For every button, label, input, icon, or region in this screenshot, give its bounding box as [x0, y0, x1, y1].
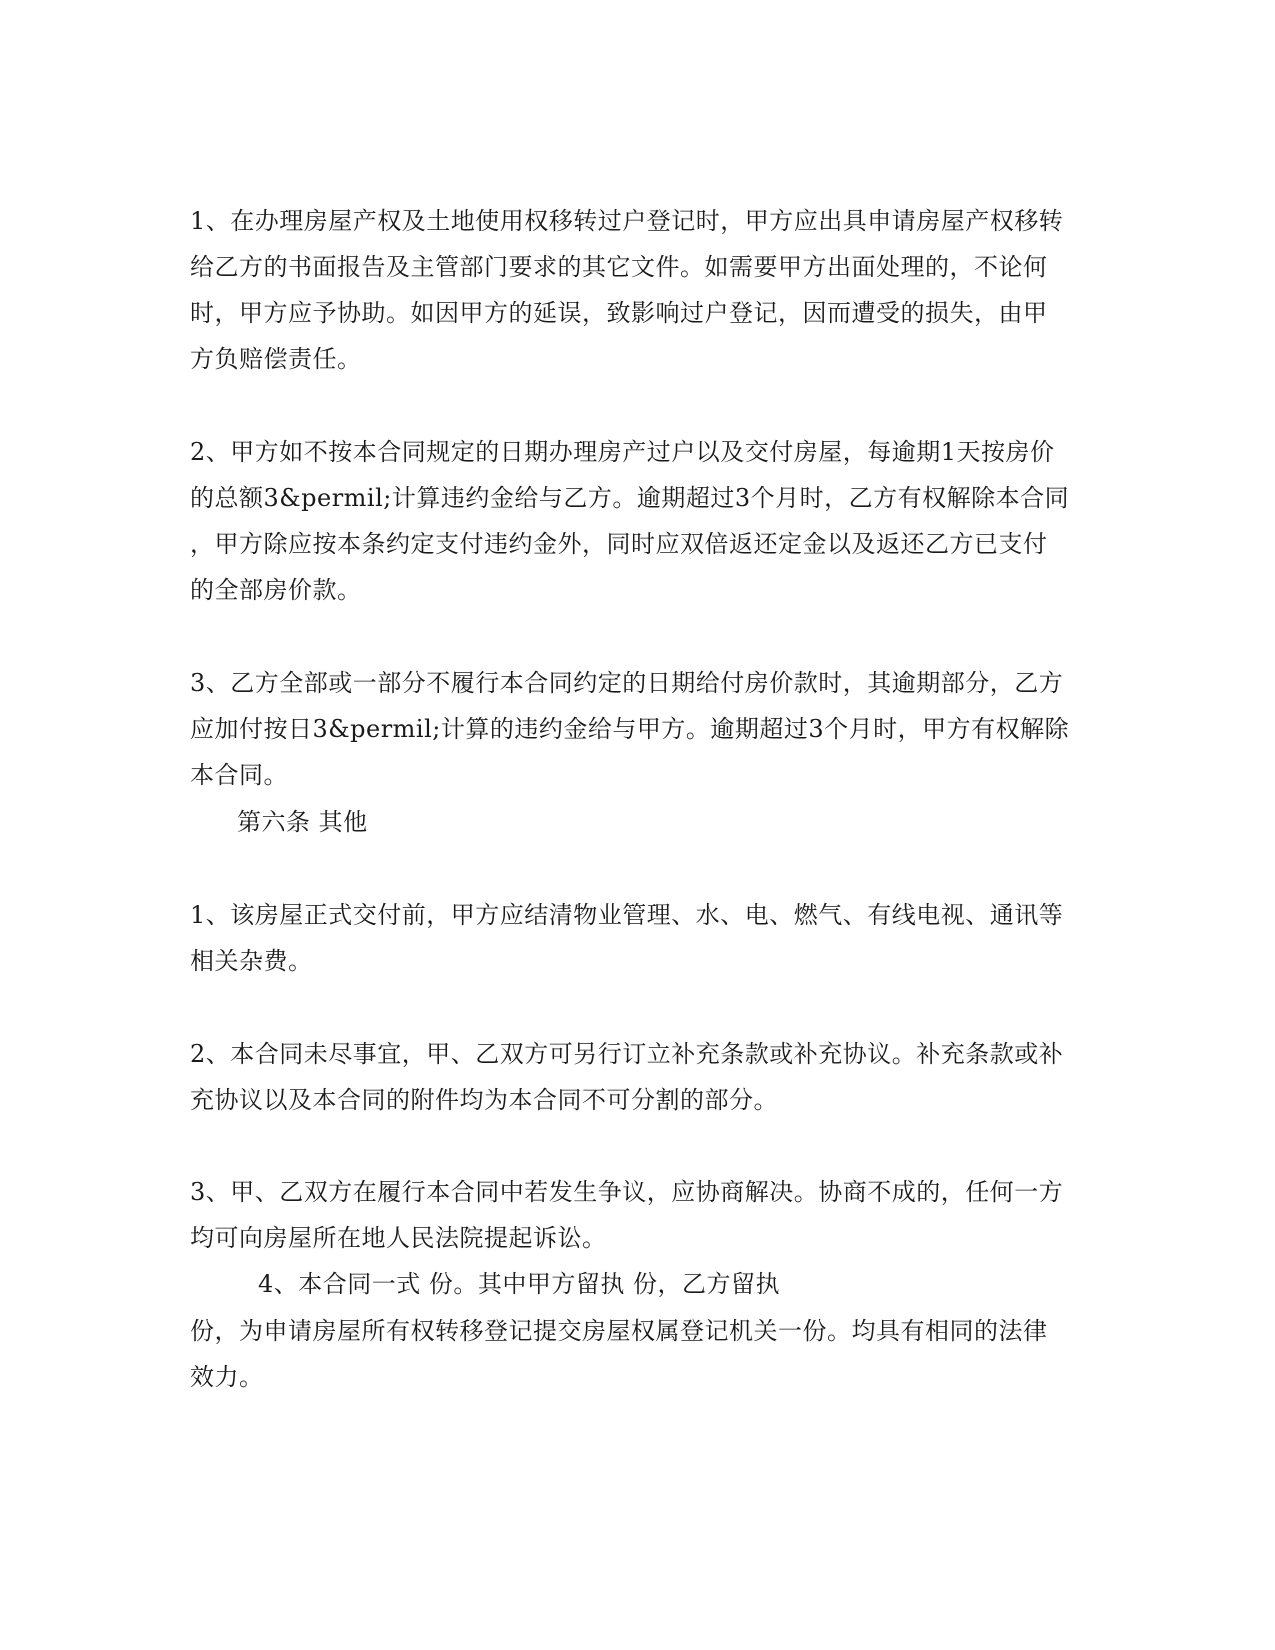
clause-5-1-line-2: 给乙方的书面报告及主管部门要求的其它文件。如需要甲方出面处理的，不论何: [190, 253, 1048, 281]
clause-5-2-line-3: ，甲方除应按本条约定支付违约金外，同时应双倍返还定金以及返还乙方已支付: [190, 530, 1048, 558]
clause-6-2-line-2: 充协议以及本合同的附件均为本合同不可分割的部分。: [190, 1086, 778, 1114]
clause-5-3-line-2: 应加付按日3&permil;计算的违约金给与甲方。逾期超过3个月时，甲方有权解除: [190, 715, 1070, 743]
clause-6-4-line-2: 份，为申请房屋所有权转移登记提交房屋权属登记机关一份。均具有相同的法律: [190, 1317, 1048, 1345]
clause-6-1-line-1: 1、该房屋正式交付前，甲方应结清物业管理、水、电、燃气、有线电视、通讯等: [190, 901, 1064, 929]
clause-6-4-line-3: 效力。: [190, 1363, 264, 1391]
clause-5-1-line-3: 时，甲方应予协助。如因甲方的延误，致影响过户登记，因而遭受的损失，由甲: [190, 299, 1048, 327]
article-6-heading: 第六条 其他: [237, 808, 368, 836]
clause-6-4-line-1: 4、本合同一式 份。其中甲方留执 份，乙方留执: [258, 1270, 781, 1298]
clause-6-3-line-2: 均可向房屋所在地人民法院提起诉讼。: [190, 1224, 607, 1252]
clause-5-3-line-3: 本合同。: [190, 761, 288, 789]
clause-5-2-line-4: 的全部房价款。: [190, 576, 362, 604]
clause-5-2-line-1: 2、甲方如不按本合同规定的日期办理房产过户以及交付房屋，每逾期1天按房价: [190, 438, 1055, 466]
clause-5-3-line-1: 3、乙方全部或一部分不履行本合同约定的日期给付房价款时，其逾期部分，乙方: [190, 669, 1064, 697]
clause-6-3-line-1: 3、甲、乙双方在履行本合同中若发生争议，应协商解决。协商不成的，任何一方: [190, 1178, 1064, 1206]
clause-5-2-line-2: 的总额3&permil;计算违约金给与乙方。逾期超过3个月时，乙方有权解除本合同: [190, 484, 1070, 512]
clause-6-2-line-1: 2、本合同未尽事宜，甲、乙双方可另行订立补充条款或补充协议。补充条款或补: [190, 1040, 1064, 1068]
clause-5-1-line-1: 1、在办理房屋产权及土地使用权移转过户登记时，甲方应出具申请房屋产权移转: [190, 207, 1064, 235]
clause-5-1-line-4: 方负赔偿责任。: [190, 345, 362, 373]
clause-6-1-line-2: 相关杂费。: [190, 947, 313, 975]
